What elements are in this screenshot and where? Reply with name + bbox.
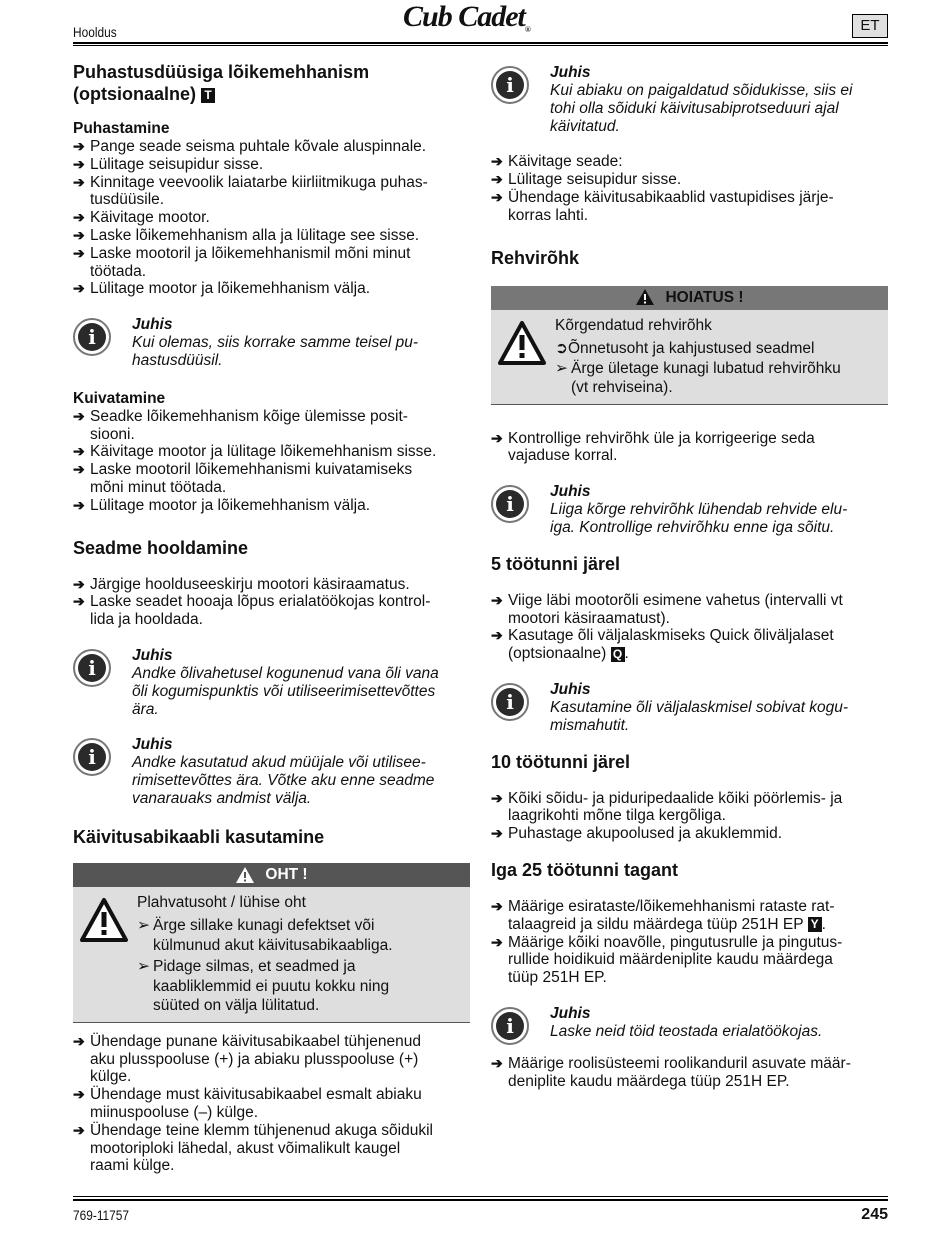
info-note [491, 1005, 888, 1049]
list-item [73, 174, 470, 210]
step-text: Lülitage seisupidur sisse. [508, 171, 682, 189]
arrow-icon: ➔ [491, 1054, 503, 1071]
info-note [491, 681, 888, 735]
step-text: Määrige kõiki noavõlle, pingutusrulle ja pingutus- rullide hoidikuid määrdeniplite kaudu määrdega tüüp 251H EP. [508, 933, 843, 987]
left-column [73, 60, 470, 1175]
info-icon: i [491, 1007, 529, 1045]
list-item [73, 443, 470, 461]
arrow-icon: ➔ [73, 244, 85, 261]
document-number: 769-11757 [73, 1207, 130, 1223]
note-text: Liiga kõrge rehvirõhk lühendab rehvide elu- iga. Kontrollige rehvirõhku enne iga sõitu. [550, 501, 848, 536]
step-text: Lülitage mootor ja lõikemehhanism välja. [90, 280, 371, 298]
note-title: Juhis [550, 1004, 591, 1022]
arrow-icon: ➔ [73, 1032, 85, 1049]
page-header [73, 0, 888, 46]
list-item [73, 209, 470, 227]
list-item [73, 227, 470, 245]
warning-triangle-icon [235, 866, 255, 884]
arrow-icon: ➔ [73, 173, 85, 190]
step-text: Kasutage õli väljalaskmiseks Quick õliväljalaset (optsionaalne) [508, 627, 834, 663]
danger-item [137, 916, 462, 955]
arrow-right-icon: ➲ [555, 340, 568, 358]
list-item [491, 934, 888, 987]
note-title: Juhis [132, 316, 173, 334]
warning-label: HOIATUS ! [665, 288, 744, 306]
list-item [73, 497, 470, 515]
subheading-cleaning: Puhastamine [73, 120, 170, 137]
danger-item-text: Ärge sillake kunagi defektset või külmunud akut käivitusabikaabliga. [153, 917, 393, 954]
step-text: Laske mootoril lõikemehhanismi kuivatamiseks mõni minut töötada. [90, 461, 413, 496]
header-rule [73, 42, 888, 44]
header-rule-thin [73, 45, 888, 46]
step-text: Laske mootoril ja lõikemehhanismil mõni minut töötada. [90, 244, 411, 280]
arrow-icon: ➔ [73, 443, 85, 460]
step-text: Käivitage mootor. [90, 209, 210, 227]
section-title-jump-start: Käivitusabikaabli kasutamine [73, 826, 325, 847]
info-icon: i [73, 738, 111, 776]
ten-hours-steps [491, 790, 888, 843]
step-text: Ühendage punane käivitusabikaabel tühjenenud aku plusspooluse (+) ja abiaku plusspooluse (+) külge. [90, 1032, 421, 1086]
warning-triangle-icon [497, 320, 547, 366]
note-text: Kasutamine õli väljalaskmisel sobivat kogu- mismahutit. [550, 698, 849, 734]
subheading-drying: Kuivatamine [73, 389, 166, 407]
language-badge: ET [852, 14, 888, 38]
step-text: Laske seadet hooaja lõpus erialatöökojas kontrol- lida ja hooldada. [90, 593, 431, 629]
step-text: Viige läbi mootorõli esimene vahetus (intervalli vt mootori käsiraamatust). [508, 591, 843, 627]
section-title-25-hours: Iga 25 töötunni tagant [491, 859, 678, 880]
danger-item [137, 957, 462, 1016]
warning-danger-line [555, 339, 880, 359]
step-text: Järgige hoolduseeskirju mootori käsiraamatus. [90, 575, 410, 593]
step-text: Ühendage must käivitusabikaabel esmalt abiaku miinuspooluse (–) külge. [90, 1086, 422, 1121]
list-item: ➔ Kasutage õli väljalaskmiseks Quick õliväljalaset (optsionaalne) Q . [491, 627, 834, 663]
list-item [491, 430, 888, 466]
note-text: Kui olemas, siis korrake samme teisel pu- hastusdüüsil. [132, 334, 418, 369]
jump-start-finish-steps [491, 153, 888, 224]
note-text: Andke kasutatud akud müüjale või utilisee- rimisettevõttes ära. Võtke aku enne seadme vanarauaks andmist välja. [132, 754, 435, 807]
arrow-icon: ➔ [491, 188, 503, 205]
info-note [73, 316, 470, 370]
maintenance-steps [73, 576, 470, 629]
note-title: Juhis [550, 483, 591, 501]
warning-danger-text: Õnnetusoht ja kahjustused seadmel [568, 340, 815, 358]
arrow-icon: ➔ [491, 789, 503, 806]
logo-text: Cub Cadet [403, 0, 525, 33]
option-badge-q: Q [611, 647, 625, 662]
drying-steps [73, 408, 470, 515]
info-note [491, 483, 888, 537]
arrow-icon: ➔ [73, 138, 85, 154]
warning-bar [491, 286, 888, 310]
list-item [491, 171, 888, 189]
list-item [73, 1033, 470, 1086]
list-item: ➔ Määrige esirataste/lõikemehhanismi rataste rat- talaagreid ja sildu määrdega tüüp 251H EP Y . [491, 897, 835, 933]
logo-registered-mark: ® [524, 25, 530, 34]
arrow-icon: ➔ [73, 461, 85, 478]
warning-triangle-icon [635, 288, 655, 306]
list-item [491, 592, 888, 628]
list-item [491, 153, 888, 171]
list-item [73, 576, 470, 594]
step-text: Käivitage mootor ja lülitage lõikemehhanism sisse. [90, 443, 437, 461]
arrow-icon: ➔ [73, 209, 85, 226]
list-item [73, 408, 470, 444]
arrow-icon: ➔ [491, 591, 503, 608]
note-title: Juhis [550, 680, 591, 698]
info-icon: i [73, 649, 111, 687]
list-item [491, 189, 888, 225]
section-name: Hooldus [73, 24, 117, 40]
step-text: Määrige roolisüsteemi roolikanduril asuvate määr- deniplite kaudu määrdega tüüp 251H EP. [508, 1054, 851, 1090]
arrow-icon: ➔ [73, 496, 85, 513]
arrow-icon: ➔ [491, 825, 503, 842]
note-text: Andke õlivahetusel kogunenud vana õli vana õli kogumispunktis või utiliseerimisettevõttes ära. [132, 664, 439, 718]
info-icon: i [491, 683, 529, 721]
warning-body [491, 310, 888, 405]
arrow-icon: ➔ [491, 171, 503, 188]
arrow-icon: ➔ [73, 575, 85, 592]
arrow-icon: ➔ [491, 627, 503, 644]
step-text: Määrige esirataste/lõikemehhanismi rataste rat- talaagreid ja sildu määrdega tüüp 251H EP [508, 897, 835, 933]
arrow-icon: ➔ [73, 1086, 85, 1103]
cub-cadet-logo [403, 0, 530, 34]
step-text: Käivitage seade: [508, 153, 623, 171]
info-note [73, 647, 470, 718]
warning-triangle-icon [79, 897, 129, 943]
note-title: Juhis [132, 646, 173, 664]
note-title: Juhis [132, 736, 173, 754]
option-badge-y: Y [808, 917, 822, 932]
step-text: Seadke lõikemehhanism kõige ülemisse posit- siooni. [90, 407, 408, 443]
note-title: Juhis [550, 64, 591, 81]
list-item [73, 1086, 470, 1122]
cleaning-steps [73, 138, 470, 298]
danger-heading: Plahvatusoht / lühise oht [137, 893, 306, 911]
arrow-icon: ➔ [73, 155, 85, 172]
option-badge-t: T [201, 88, 215, 103]
section-title-10-hours: 10 töötunni järel [491, 751, 631, 772]
section-title-line1: Puhastusdüüsiga lõikemehhanism [73, 62, 370, 82]
info-icon: i [491, 66, 529, 104]
arrow-icon: ➔ [491, 153, 503, 170]
list-item [73, 245, 470, 281]
warning-box [491, 286, 888, 405]
info-note [491, 64, 888, 135]
list-item [73, 280, 470, 298]
list-item [73, 156, 470, 174]
section-title-tyre-pressure: Rehvirõhk [491, 247, 580, 268]
danger-bar [73, 863, 470, 887]
info-note [73, 736, 470, 807]
step-text: Ühendage käivitusabikaablid vastupidises järje- korras lahti. [508, 188, 834, 224]
twenty-five-hours-steps [491, 898, 888, 987]
arrow-icon: ➔ [73, 1121, 85, 1138]
list-item [73, 593, 470, 629]
step-text: Pange seade seisma puhtale kõvale aluspinnale. [90, 138, 427, 155]
danger-body [73, 887, 470, 1023]
note-text: Laske neid töid teostada erialatöökojas. [550, 1022, 823, 1040]
danger-item-text: Pidage silmas, et seadmed ja kaabliklemmid ei puutu kokku ning süüted on välja lülitatud. [153, 958, 390, 1015]
step-text: Puhastage akupoolused ja akuklemmid. [508, 825, 783, 843]
tyre-steps [491, 430, 888, 466]
step-text: Lülitage seisupidur sisse. [90, 155, 264, 173]
step-text: Lülitage mootor ja lõikemehhanism välja. [90, 496, 371, 514]
step-text: Kõiki sõidu- ja piduripedaalide kõiki pöörlemis- ja laagrikohti mõne tilga kergõliga. [508, 789, 843, 825]
arrow-icon: ➔ [491, 429, 503, 446]
steering-steps [491, 1055, 888, 1091]
warning-item-text: Ärge ületage kunagi lubatud rehvirõhku (vt rehviseina). [571, 359, 841, 397]
step-text: Laske lõikemehhanism alla ja lülitage see sisse. [90, 226, 420, 244]
section-title-nozzle [73, 61, 470, 105]
arrow-icon: ➔ [73, 226, 85, 243]
section-title-maintenance: Seadme hooldamine [73, 537, 249, 558]
section-title-5-hours: 5 töötunni järel [491, 553, 621, 574]
five-hours-steps [491, 592, 888, 663]
page-number: 245 [861, 1206, 888, 1223]
step-text: Kinnitage veevoolik laiatarbe kiirliitmikuga puhas- tusdüüsile. [90, 173, 428, 209]
section-title-line2: (optsionaalne) [73, 84, 197, 104]
step-text: Kontrollige rehvirõhk üle ja korrigeerige seda vajaduse korral. [508, 429, 815, 465]
list-item [73, 138, 470, 156]
note-text: Kui abiaku on paigaldatud sõidukisse, siis ei tohi olla sõiduki käivitusabiprotseduuri ajal käivitatud. [550, 82, 853, 135]
arrow-icon: ➔ [491, 897, 503, 914]
warning-item [555, 359, 880, 398]
arrow-icon: ➔ [73, 593, 85, 610]
danger-box [73, 863, 470, 1023]
chevron-right-icon: ➢ [137, 917, 150, 935]
footer-rule [73, 1199, 888, 1201]
chevron-right-icon: ➢ [555, 359, 568, 377]
info-icon: i [73, 318, 111, 356]
footer-rule-thin [73, 1196, 888, 1197]
right-column [491, 60, 888, 1091]
list-item [491, 790, 888, 826]
arrow-icon: ➔ [73, 280, 85, 297]
list-item [73, 461, 470, 497]
step-text: Ühendage teine klemm tühjenenud akuga sõidukil mootoriploki lähedal, akust võimalikult kaugel raami külge. [90, 1121, 433, 1175]
info-icon: i [491, 485, 529, 523]
warning-heading: Kõrgendatud rehvirõhk [555, 316, 712, 334]
arrow-icon: ➔ [491, 933, 503, 950]
danger-label: OHT ! [265, 865, 308, 883]
list-item [491, 1055, 888, 1091]
list-item [491, 825, 888, 843]
list-item [73, 1122, 470, 1175]
chevron-right-icon: ➢ [137, 958, 150, 976]
arrow-icon: ➔ [73, 407, 85, 424]
jump-start-steps [73, 1033, 470, 1175]
